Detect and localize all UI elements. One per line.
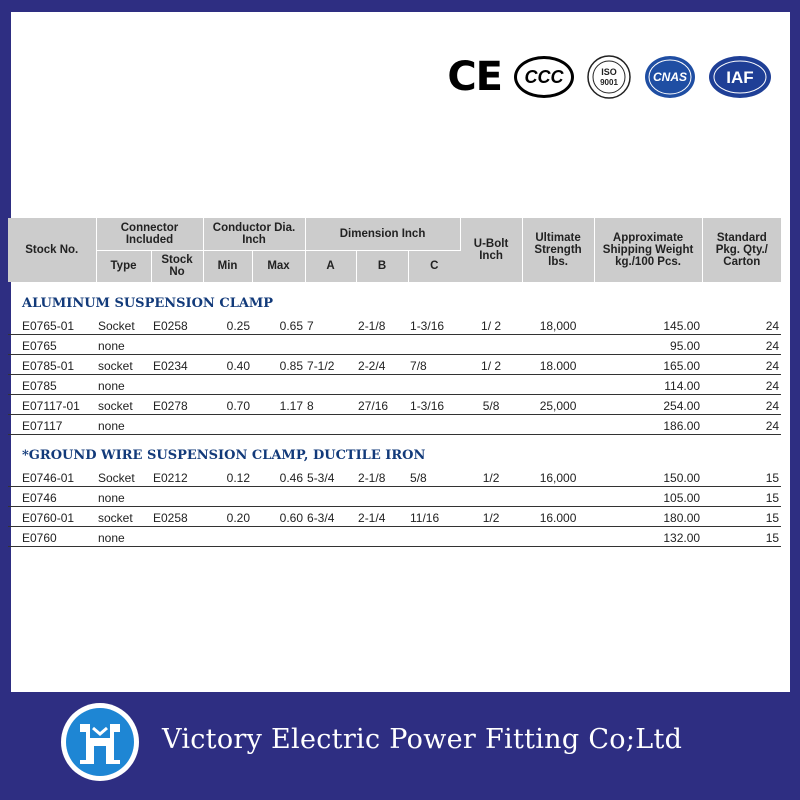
footer-bar (0, 692, 800, 800)
cell-b: 2-1/4 (356, 506, 408, 526)
cell-c (408, 486, 460, 506)
cell-connector-stock: E0212 (151, 466, 203, 486)
cell-strength: 18,000 (522, 314, 594, 334)
cell-b (356, 414, 408, 434)
cell-strength (522, 334, 594, 354)
section-title: ALUMINUM SUSPENSION CLAMP (22, 296, 274, 311)
header-weight: Approximate Shipping Weight kg./100 Pcs. (594, 218, 702, 282)
cell-type: Socket (96, 314, 151, 334)
table-body (8, 282, 781, 546)
cell-strength (522, 526, 594, 546)
cell-type: socket (96, 394, 151, 414)
cell-min: 0.12 (203, 466, 252, 486)
header-conductor-max: Max (252, 250, 305, 282)
header-connector: Connector Included (96, 218, 203, 250)
cell-pkg: 24 (702, 314, 781, 334)
cell-a: 8 (305, 394, 356, 414)
cell-ubolt: 1/ 2 (460, 354, 522, 374)
spec-table (8, 218, 781, 547)
cell-stock: E0746-01 (8, 466, 96, 486)
header-dimension: Dimension Inch (305, 218, 460, 250)
cell-stock: E0785 (8, 374, 96, 394)
cell-pkg: 15 (702, 486, 781, 506)
cell-strength: 16.000 (522, 506, 594, 526)
iso-9001-seal-icon (586, 54, 632, 100)
header-dim-a: A (305, 250, 356, 282)
iso-bottom-text: 9001 (600, 78, 618, 87)
cell-max (252, 374, 305, 394)
iaf-mark-icon (708, 54, 772, 100)
cell-type: socket (96, 354, 151, 374)
cell-min (203, 486, 252, 506)
cell-weight: 186.00 (594, 414, 702, 434)
cell-type: none (96, 374, 151, 394)
cell-stock: E0760 (8, 526, 96, 546)
cell-pkg: 24 (702, 334, 781, 354)
cell-pkg: 15 (702, 526, 781, 546)
cell-stock: E0765 (8, 334, 96, 354)
cell-max (252, 526, 305, 546)
header-connector-stock: Stock No (151, 250, 203, 282)
cell-connector-stock: E0234 (151, 354, 203, 374)
header-stock-no: Stock No. (8, 218, 96, 282)
cell-max (252, 334, 305, 354)
spec-table-container (8, 218, 781, 547)
cell-c: 1-3/16 (408, 394, 460, 414)
table-row (8, 414, 781, 434)
cell-min (203, 526, 252, 546)
header-strength: Ultimate Strength lbs. (522, 218, 594, 282)
cell-a (305, 334, 356, 354)
header-conductor: Conductor Dia. Inch (203, 218, 305, 250)
cell-min (203, 374, 252, 394)
cell-weight: 180.00 (594, 506, 702, 526)
cell-max: 1.17 (252, 394, 305, 414)
cell-stock: E0746 (8, 486, 96, 506)
header-ubolt: U-Bolt Inch (460, 218, 522, 282)
cell-b (356, 486, 408, 506)
cell-pkg: 15 (702, 466, 781, 486)
cell-pkg: 24 (702, 414, 781, 434)
table-row (8, 394, 781, 414)
cell-stock: E0760-01 (8, 506, 96, 526)
cell-a: 5-3/4 (305, 466, 356, 486)
cell-type: none (96, 334, 151, 354)
cell-strength: 18.000 (522, 354, 594, 374)
cell-type: none (96, 526, 151, 546)
cell-min (203, 334, 252, 354)
cnas-mark-icon (644, 54, 696, 100)
cell-strength: 25,000 (522, 394, 594, 414)
cell-strength: 16,000 (522, 466, 594, 486)
cell-type: none (96, 414, 151, 434)
cell-pkg: 24 (702, 374, 781, 394)
cell-a (305, 486, 356, 506)
cell-ubolt (460, 334, 522, 354)
cell-stock: E07117 (8, 414, 96, 434)
table-row (8, 486, 781, 506)
cell-max: 0.85 (252, 354, 305, 374)
cell-weight: 254.00 (594, 394, 702, 414)
table-row (8, 506, 781, 526)
section-title: *GROUND WIRE SUSPENSION CLAMP, DUCTILE IRON (22, 448, 426, 463)
header-dim-b: B (356, 250, 408, 282)
table-header (8, 218, 781, 282)
cell-c: 1-3/16 (408, 314, 460, 334)
cell-pkg: 24 (702, 354, 781, 374)
cell-b (356, 374, 408, 394)
iso-top-text: ISO (601, 67, 617, 77)
cell-type: socket (96, 506, 151, 526)
cell-weight: 165.00 (594, 354, 702, 374)
cell-c: 7/8 (408, 354, 460, 374)
table-row (8, 374, 781, 394)
cell-b: 2-2/4 (356, 354, 408, 374)
cell-a (305, 526, 356, 546)
cell-ubolt (460, 414, 522, 434)
cell-c (408, 374, 460, 394)
cell-c (408, 334, 460, 354)
cell-min: 0.20 (203, 506, 252, 526)
cell-a (305, 414, 356, 434)
table-row (8, 314, 781, 334)
cell-min: 0.25 (203, 314, 252, 334)
ce-mark-icon: CE (447, 54, 502, 100)
company-logo-icon (60, 702, 140, 782)
cell-strength (522, 374, 594, 394)
cell-b (356, 334, 408, 354)
cell-connector-stock (151, 414, 203, 434)
cell-pkg: 24 (702, 394, 781, 414)
section-header (8, 282, 781, 314)
cell-max: 0.60 (252, 506, 305, 526)
cell-connector-stock (151, 486, 203, 506)
cell-connector-stock (151, 374, 203, 394)
table-row (8, 334, 781, 354)
cell-max: 0.65 (252, 314, 305, 334)
cell-ubolt: 1/2 (460, 466, 522, 486)
cell-min (203, 414, 252, 434)
cell-connector-stock (151, 526, 203, 546)
table-row (8, 354, 781, 374)
cell-pkg: 15 (702, 506, 781, 526)
cell-type: Socket (96, 466, 151, 486)
cell-min: 0.70 (203, 394, 252, 414)
cell-weight: 105.00 (594, 486, 702, 506)
table-row (8, 526, 781, 546)
cell-c (408, 526, 460, 546)
iaf-text: IAF (726, 68, 754, 87)
cell-a: 7 (305, 314, 356, 334)
cell-connector-stock: E0258 (151, 314, 203, 334)
certification-logos (447, 52, 772, 102)
cell-max: 0.46 (252, 466, 305, 486)
cell-max (252, 414, 305, 434)
cell-b: 2-1/8 (356, 314, 408, 334)
cell-ubolt (460, 526, 522, 546)
section-header (8, 434, 781, 466)
cell-strength (522, 414, 594, 434)
company-name: Victory Electric Power Fitting Co;Ltd (162, 724, 683, 755)
cell-stock: E0785-01 (8, 354, 96, 374)
cell-c: 11/16 (408, 506, 460, 526)
cell-a: 7-1/2 (305, 354, 356, 374)
cell-weight: 132.00 (594, 526, 702, 546)
header-conductor-min: Min (203, 250, 252, 282)
cell-a (305, 374, 356, 394)
cell-connector-stock: E0278 (151, 394, 203, 414)
cell-min: 0.40 (203, 354, 252, 374)
cell-stock: E07117-01 (8, 394, 96, 414)
header-pkg: Standard Pkg. Qty./ Carton (702, 218, 781, 282)
cell-connector-stock (151, 334, 203, 354)
cell-b (356, 526, 408, 546)
cell-weight: 114.00 (594, 374, 702, 394)
cell-ubolt (460, 374, 522, 394)
header-connector-type: Type (96, 250, 151, 282)
table-row (8, 466, 781, 486)
cell-c (408, 414, 460, 434)
cell-strength (522, 486, 594, 506)
header-dim-c: C (408, 250, 460, 282)
cell-b: 2-1/8 (356, 466, 408, 486)
cell-type: none (96, 486, 151, 506)
cell-weight: 145.00 (594, 314, 702, 334)
cell-c: 5/8 (408, 466, 460, 486)
cnas-text: CNAS (652, 70, 688, 84)
cell-ubolt: 1/2 (460, 506, 522, 526)
ccc-mark-icon: CCC (514, 56, 574, 98)
cell-max (252, 486, 305, 506)
cell-ubolt (460, 486, 522, 506)
cell-stock: E0765-01 (8, 314, 96, 334)
cell-a: 6-3/4 (305, 506, 356, 526)
cell-ubolt: 5/8 (460, 394, 522, 414)
cell-b: 27/16 (356, 394, 408, 414)
cell-weight: 95.00 (594, 334, 702, 354)
cell-ubolt: 1/ 2 (460, 314, 522, 334)
cell-weight: 150.00 (594, 466, 702, 486)
cell-connector-stock: E0258 (151, 506, 203, 526)
